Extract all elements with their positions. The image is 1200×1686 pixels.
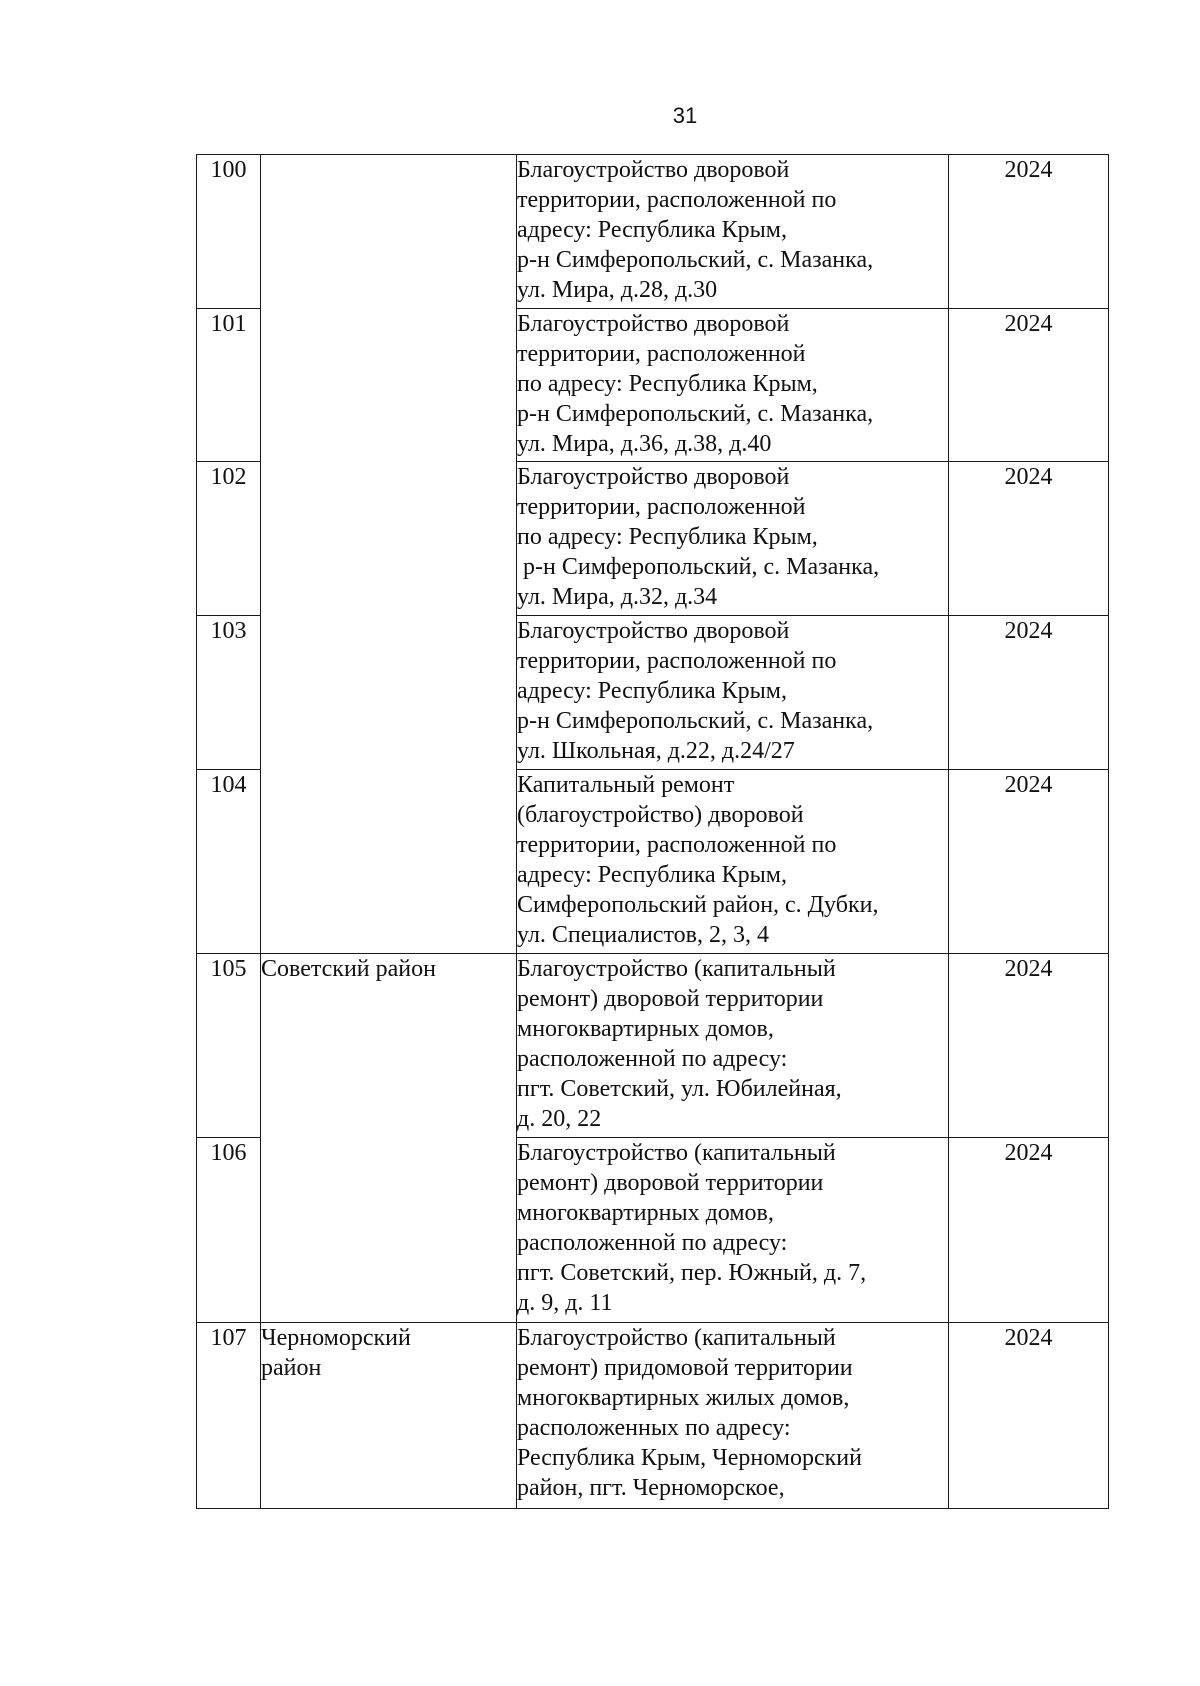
description-line: ул. Мира, д.28, д.30 (517, 277, 718, 303)
description-line: пгт. Советский, пер. Южный, д. 7, (517, 1260, 867, 1286)
description-cell (517, 1138, 949, 1323)
description-line: Благоустройство дворовой (517, 157, 790, 183)
row-number: 106 (197, 1138, 261, 1323)
district-cell (261, 1323, 517, 1509)
description-line: территории, расположенной по (517, 648, 837, 674)
description-line: многоквартирных домов, (517, 1200, 774, 1226)
description-cell (517, 954, 949, 1138)
table-row (197, 954, 1109, 1138)
description-cell (517, 155, 949, 309)
description-line: территории, расположенной по (517, 187, 837, 213)
description-line: расположенной по адресу: (517, 1230, 788, 1256)
description-line: Благоустройство дворовой (517, 311, 790, 337)
description-cell (517, 309, 949, 462)
description-line: расположенной по адресу: (517, 1046, 788, 1072)
table-row (197, 1323, 1109, 1509)
description-line: ул. Школьная, д.22, д.24/27 (517, 738, 795, 764)
description-line: по адресу: Республика Крым, (517, 524, 818, 550)
district-cell (261, 155, 517, 954)
description-line: р-н Симферопольский, с. Мазанка, (517, 554, 880, 580)
table-body (197, 155, 1109, 1509)
description-line: Капитальный ремонт (517, 772, 735, 798)
description-line: по адресу: Республика Крым, (517, 371, 818, 397)
row-number: 104 (197, 770, 261, 954)
description-cell (517, 462, 949, 616)
year-cell: 2024 (949, 462, 1109, 616)
description-line: многоквартирных домов, (517, 1016, 774, 1042)
year-cell: 2024 (949, 309, 1109, 462)
year-cell: 2024 (949, 954, 1109, 1138)
row-number: 102 (197, 462, 261, 616)
table-row (197, 155, 1109, 309)
description-line: ул. Мира, д.36, д.38, д.40 (517, 431, 772, 457)
year-cell: 2024 (949, 1323, 1109, 1509)
description-line: пгт. Советский, ул. Юбилейная, (517, 1076, 842, 1102)
row-number: 107 (197, 1323, 261, 1509)
description-line: адресу: Республика Крым, (517, 678, 787, 704)
year-cell: 2024 (949, 155, 1109, 309)
description-line: р-н Симферопольский, с. Мазанка, (517, 401, 874, 427)
year-cell: 2024 (949, 770, 1109, 954)
row-number: 100 (197, 155, 261, 309)
description-line: Республика Крым, Черноморский (517, 1445, 862, 1471)
description-line: (благоустройство) дворовой (517, 802, 804, 828)
description-line: многоквартирных жилых домов, (517, 1385, 850, 1411)
description-cell (517, 616, 949, 770)
description-line: территории, расположенной (517, 341, 806, 367)
description-line: р-н Симферопольский, с. Мазанка, (517, 708, 874, 734)
district-name: Советский район (261, 956, 436, 982)
description-line: Благоустройство дворовой (517, 618, 790, 644)
row-number: 101 (197, 309, 261, 462)
description-line: ремонт) придомовой территории (517, 1355, 853, 1381)
description-line: Благоустройство (капитальный (517, 1140, 836, 1166)
description-line: район, пгт. Черноморское, (517, 1475, 785, 1501)
description-line: д. 9, д. 11 (517, 1290, 613, 1316)
description-line: Благоустройство дворовой (517, 464, 790, 490)
description-line: ремонт) дворовой территории (517, 986, 824, 1012)
description-line: адресу: Республика Крым, (517, 217, 787, 243)
description-cell (517, 1323, 949, 1509)
row-number: 105 (197, 954, 261, 1138)
row-number: 103 (197, 616, 261, 770)
description-line: адресу: Республика Крым, (517, 862, 787, 888)
program-table (196, 154, 1109, 1509)
description-line: Симферопольский район, с. Дубки, (517, 892, 879, 918)
description-line: ремонт) дворовой территории (517, 1170, 824, 1196)
description-line: территории, расположенной (517, 494, 806, 520)
description-line: расположенных по адресу: (517, 1415, 791, 1441)
description-line: д. 20, 22 (517, 1106, 602, 1132)
district-name: район (261, 1355, 322, 1381)
description-line: Благоустройство (капитальный (517, 1325, 836, 1351)
description-line: территории, расположенной по (517, 832, 837, 858)
description-line: Благоустройство (капитальный (517, 956, 836, 982)
description-cell (517, 770, 949, 954)
description-line: ул. Мира, д.32, д.34 (517, 584, 718, 610)
year-cell: 2024 (949, 1138, 1109, 1323)
page-number: 31 (672, 103, 698, 128)
description-line: р-н Симферопольский, с. Мазанка, (517, 247, 874, 273)
description-line: ул. Специалистов, 2, 3, 4 (517, 922, 769, 948)
year-cell: 2024 (949, 616, 1109, 770)
district-cell (261, 954, 517, 1323)
district-name: Черноморский (261, 1325, 411, 1351)
